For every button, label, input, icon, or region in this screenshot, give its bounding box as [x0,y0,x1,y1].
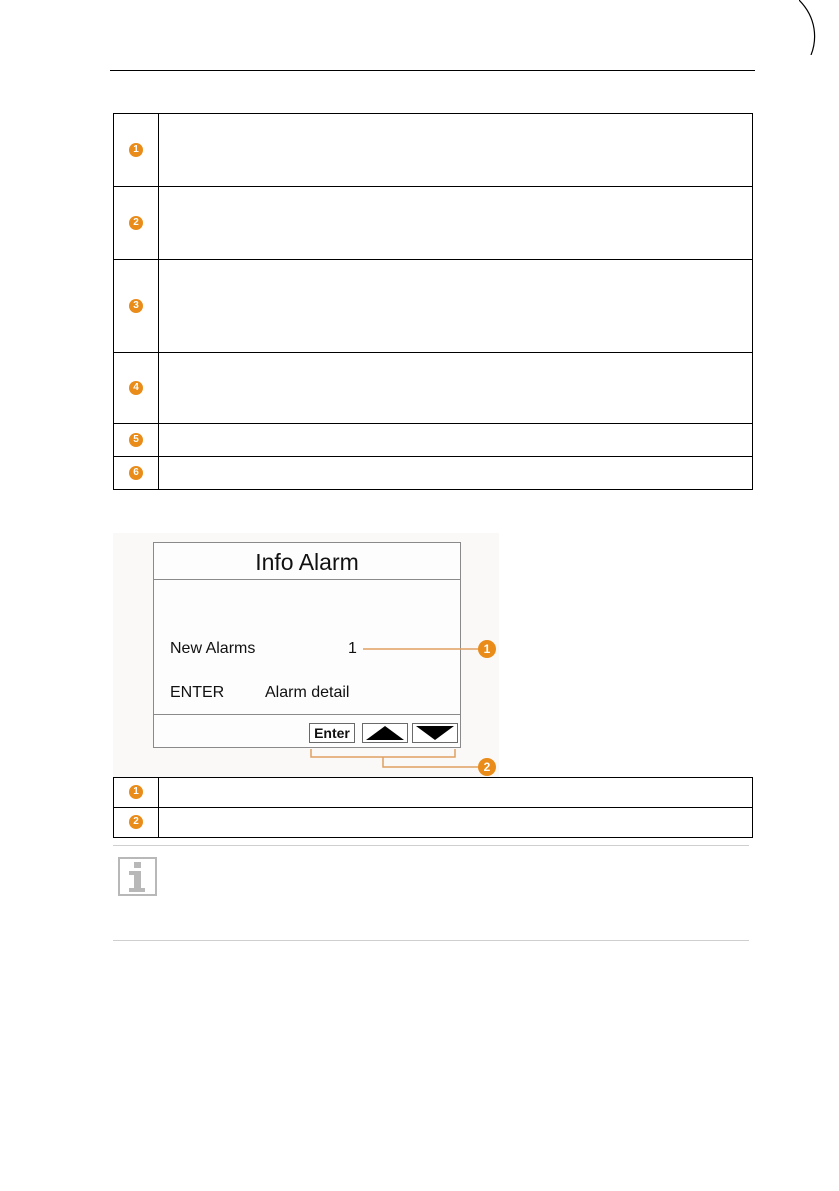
new-alarms-label: New Alarms [170,640,256,657]
note-bottom-rule [113,940,749,941]
triangle-up-icon [364,725,406,741]
legend-description [159,353,753,424]
legend-table-top [113,113,753,490]
triangle-down-icon [414,725,456,741]
crop-mark-icon [799,0,839,55]
enter-label: ENTER [170,684,225,701]
callout-badge: 6 [129,466,143,480]
legend-description [159,424,753,457]
screen-title: Info Alarm [154,543,460,580]
note-top-rule [113,845,749,846]
legend-description [159,187,753,260]
callout-badge: 2 [129,216,143,230]
table-row [114,424,753,457]
table-row [114,457,753,490]
callout-badge-2: 2 [478,758,496,776]
legend-table-bottom [113,777,753,838]
header-rule [110,70,755,71]
legend-description [159,260,753,353]
callout-badge-1: 1 [478,640,496,658]
new-alarms-value: 1 [348,640,357,657]
table-row [114,187,753,260]
up-softkey[interactable] [362,723,408,743]
legend-description [159,114,753,187]
table-row [114,114,753,187]
enter-softkey[interactable]: Enter [309,723,355,743]
callout-badge: 1 [129,785,143,799]
info-icon [118,857,157,896]
table-row [114,808,753,838]
down-softkey[interactable] [412,723,458,743]
enter-action-label: Alarm detail [265,684,350,701]
table-row [114,260,753,353]
screen-footer-rule [154,714,460,715]
table-row [114,778,753,808]
callout-badge: 1 [129,143,143,157]
legend-description [159,808,753,838]
callout-badge: 2 [129,815,143,829]
legend-description [159,778,753,808]
callout-badge: 3 [129,299,143,313]
callout-badge: 5 [129,433,143,447]
legend-description [159,457,753,490]
device-screen [153,542,461,748]
callout-badge: 4 [129,381,143,395]
table-row [114,353,753,424]
